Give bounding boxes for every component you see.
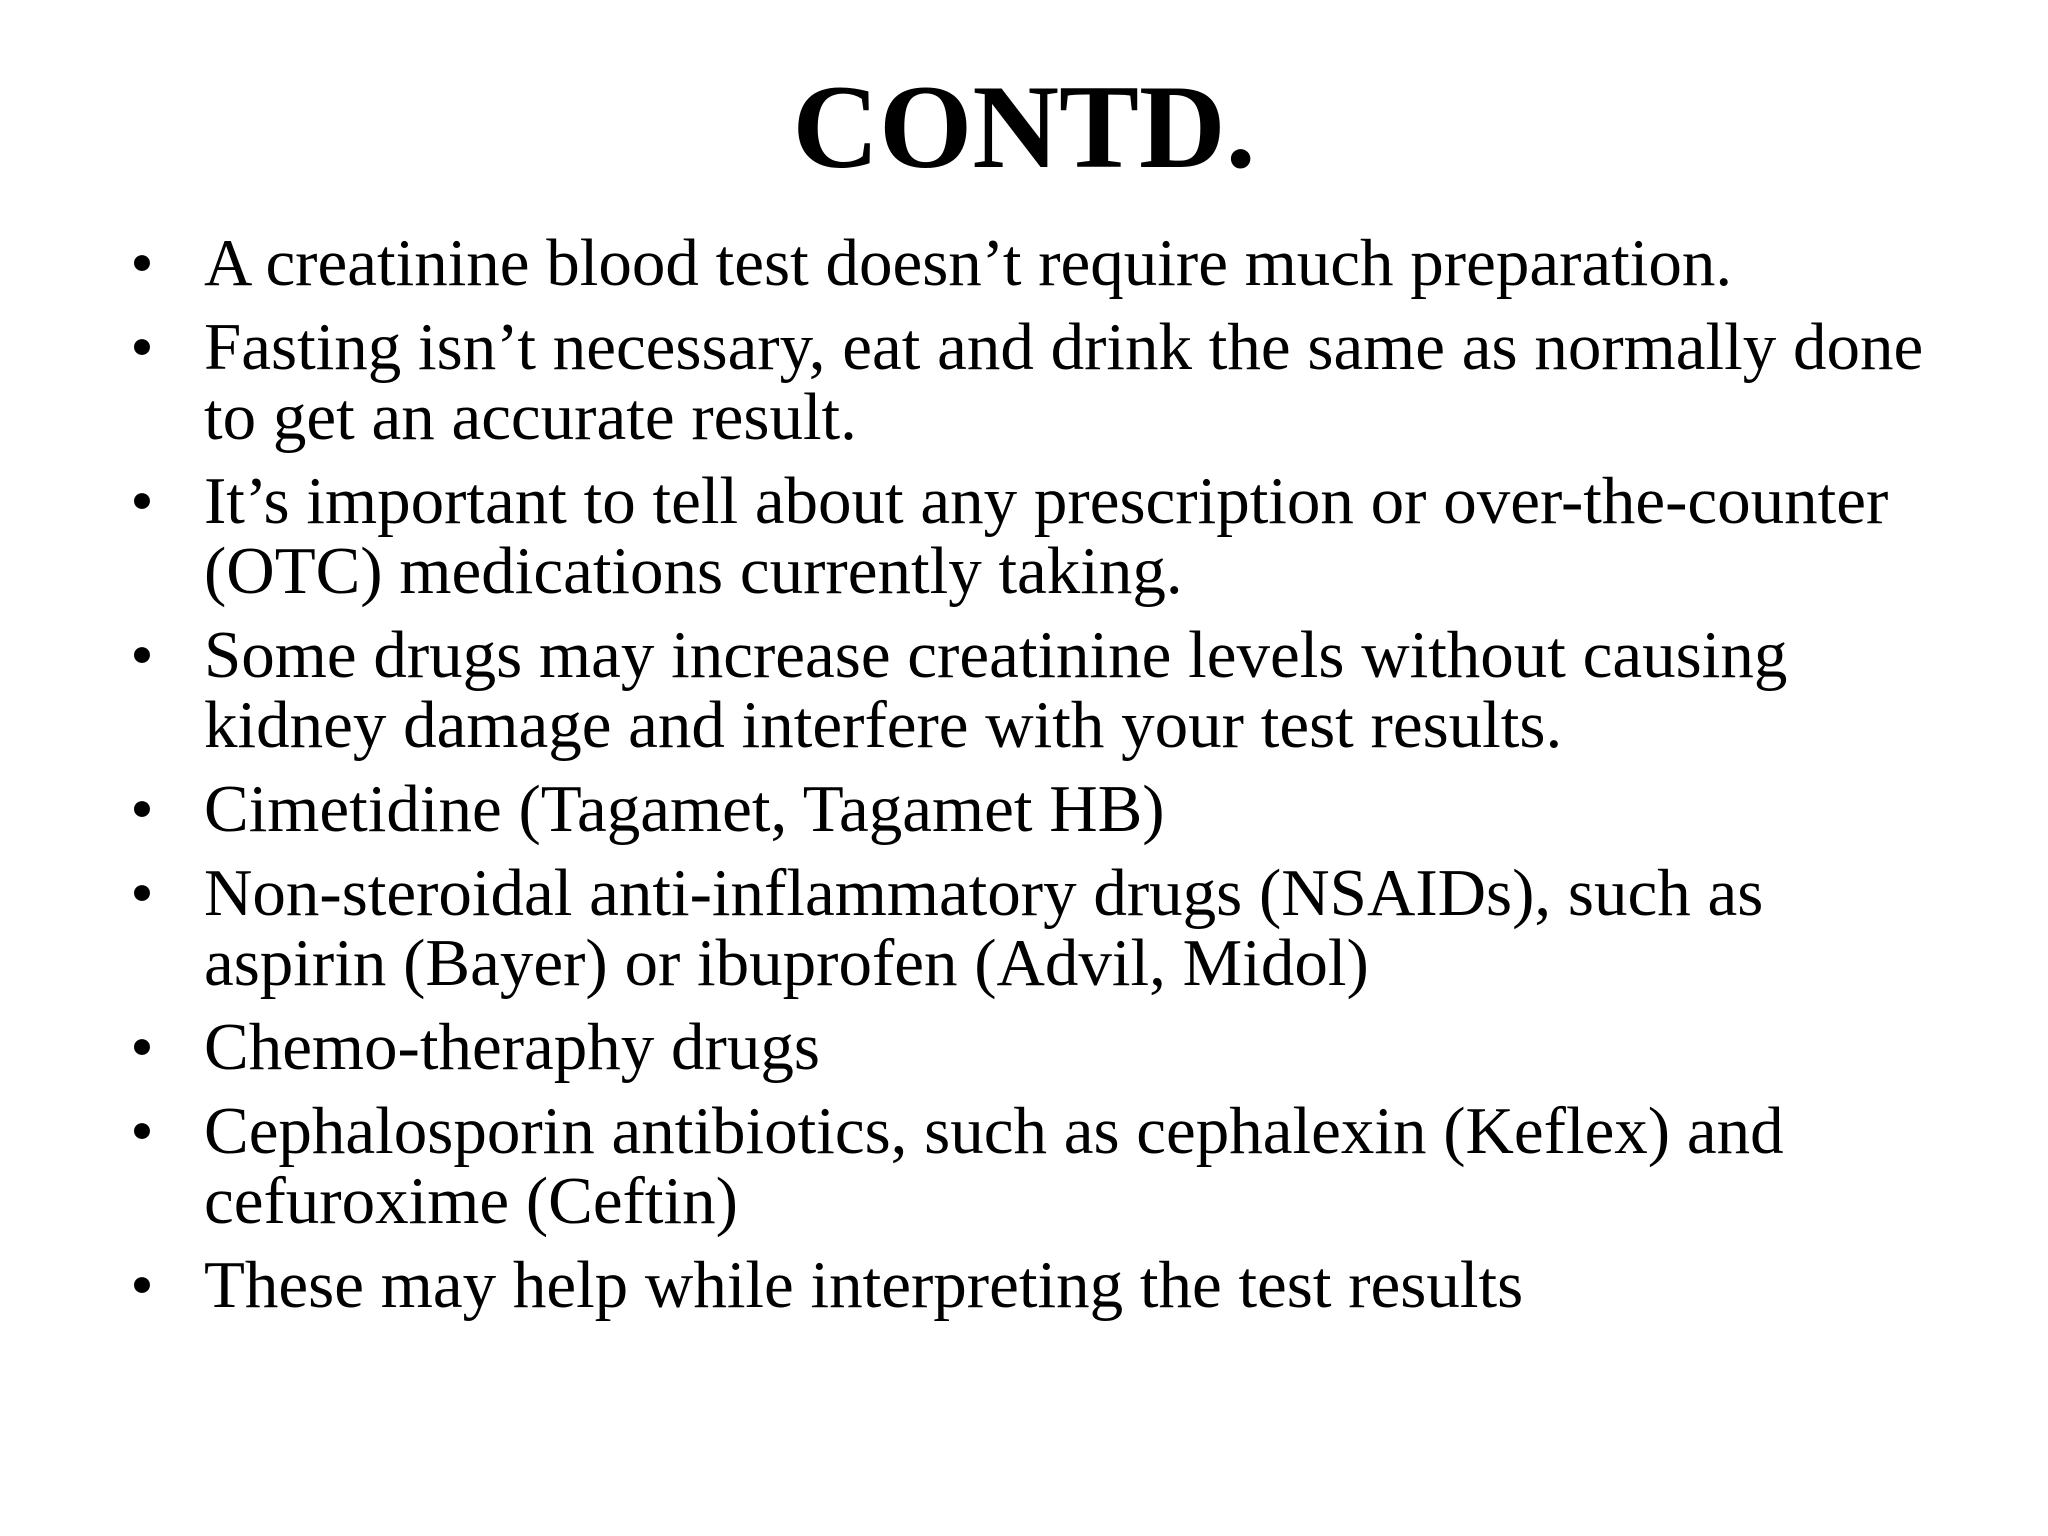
- bullet-item: [122, 774, 1952, 844]
- bullet-text: Cimetidine (Tagamet, Tagamet HB): [204, 772, 1165, 846]
- bullet-list: [122, 228, 1952, 1334]
- bullet-text: It’s important to tell about any prescription or over-the-counter (OTC) medications currently taking.: [204, 464, 1889, 608]
- bullet-icon: •: [130, 618, 154, 692]
- bullet-item: [122, 858, 1952, 998]
- bullet-text: Non-steroidal anti-inflammatory drugs (NSAIDs), such as aspirin (Bayer) or ibuprofen (Advil, Midol): [204, 856, 1764, 1000]
- bullet-text: A creatinine blood test doesn’t require much preparation.: [204, 226, 1733, 300]
- bullet-text: Cephalosporin antibiotics, such as cephalexin (Keflex) and cefuroxime (Ceftin): [204, 1094, 1784, 1238]
- bullet-icon: •: [130, 464, 154, 538]
- bullet-text: Some drugs may increase creatinine levels without causing kidney damage and interfere with your test results.: [204, 618, 1788, 762]
- slide-title: CONTD.: [792, 60, 1256, 193]
- bullet-icon: •: [130, 1248, 154, 1322]
- bullet-icon: •: [130, 856, 154, 930]
- bullet-item: [122, 228, 1952, 298]
- bullet-icon: •: [130, 226, 154, 300]
- bullet-item: [122, 1096, 1952, 1236]
- bullet-icon: •: [130, 772, 154, 846]
- bullet-text: Fasting isn’t necessary, eat and drink the same as normally done to get an accurate result.: [204, 310, 1924, 454]
- bullet-icon: •: [130, 1010, 154, 1084]
- bullet-item: [122, 620, 1952, 760]
- bullet-item: [122, 1250, 1952, 1320]
- bullet-icon: •: [130, 310, 154, 384]
- bullet-icon: •: [130, 1094, 154, 1168]
- bullet-item: [122, 312, 1952, 452]
- bullet-text: Chemo-theraphy drugs: [204, 1010, 820, 1084]
- bullet-text: These may help while interpreting the test results: [204, 1248, 1524, 1322]
- bullet-item: [122, 466, 1952, 606]
- bullet-item: [122, 1012, 1952, 1082]
